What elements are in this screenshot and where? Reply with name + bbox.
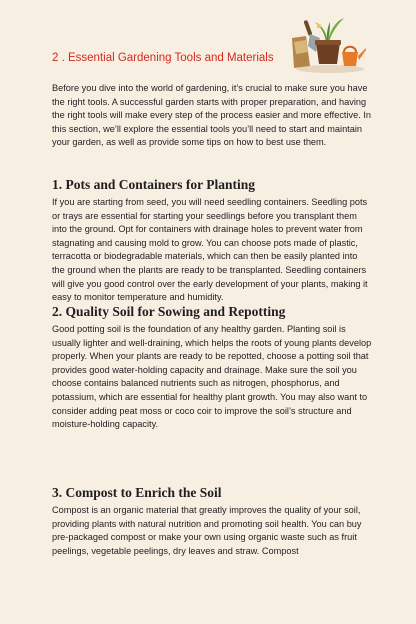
section-heading-pots: 1. Pots and Containers for Planting — [52, 177, 256, 192]
gardening-tools-illustration-icon — [286, 12, 366, 74]
section-heading-compost: 3. Compost to Enrich the Soil — [52, 485, 222, 500]
section-body-pots: If you are starting from seed, you will need seedling containers. Seedling pots or trays are essential for starting your seedlings before you transplant them into the ground. Opt for containers with drainage holes to prevent water from stagnating and causing mold to grow. You can choose pots made of plastic, terracotta or biodegradable materials, which can then be easily planted into the ground when the plants are ready to be transplanted. Seedling containers will give you good control over the early development of your plants, making it easy to monitor temperature and humidity. — [52, 197, 368, 303]
section-body-soil: Good potting soil is the foundation of any healthy garden. Planting soil is usually lighter and well-draining, which helps the roots of young plants develop properly. When your plants are ready to be repotted, choose a potting soil that provides good water-holding capacity and drainage. Make sure the soil you choose contains balanced nutrients such as nitrogen, phosphorus, and potassium, which are essential for healthy plant growth. You may also want to consider adding peat moss or coco coir to improve the soil’s structure and moisture-holding capacity. — [52, 324, 372, 430]
intro-paragraph: Before you dive into the world of gardening, it’s crucial to make sure you have the right tools. A successful garden starts with proper preparation, and having the right tools will make every step of the process easier and more effective. In this section, we’ll explore the essential tools you’ll need to start and maintain your garden, as well as provide some tips on how to best use them. — [52, 83, 371, 148]
chapter-title: 2 . Essential Gardening Tools and Materials — [52, 52, 274, 64]
section-heading-soil: 2. Quality Soil for Sowing and Repotting — [52, 304, 286, 319]
section-body-compost: Compost is an organic material that greatly improves the quality of your soil, providing plants with natural nutrition and promoting soil health. You can buy pre-packaged compost or make your own using organic waste such as fruit peelings, vegetable peelings, dry leaves and straw. Compost — [52, 505, 362, 556]
